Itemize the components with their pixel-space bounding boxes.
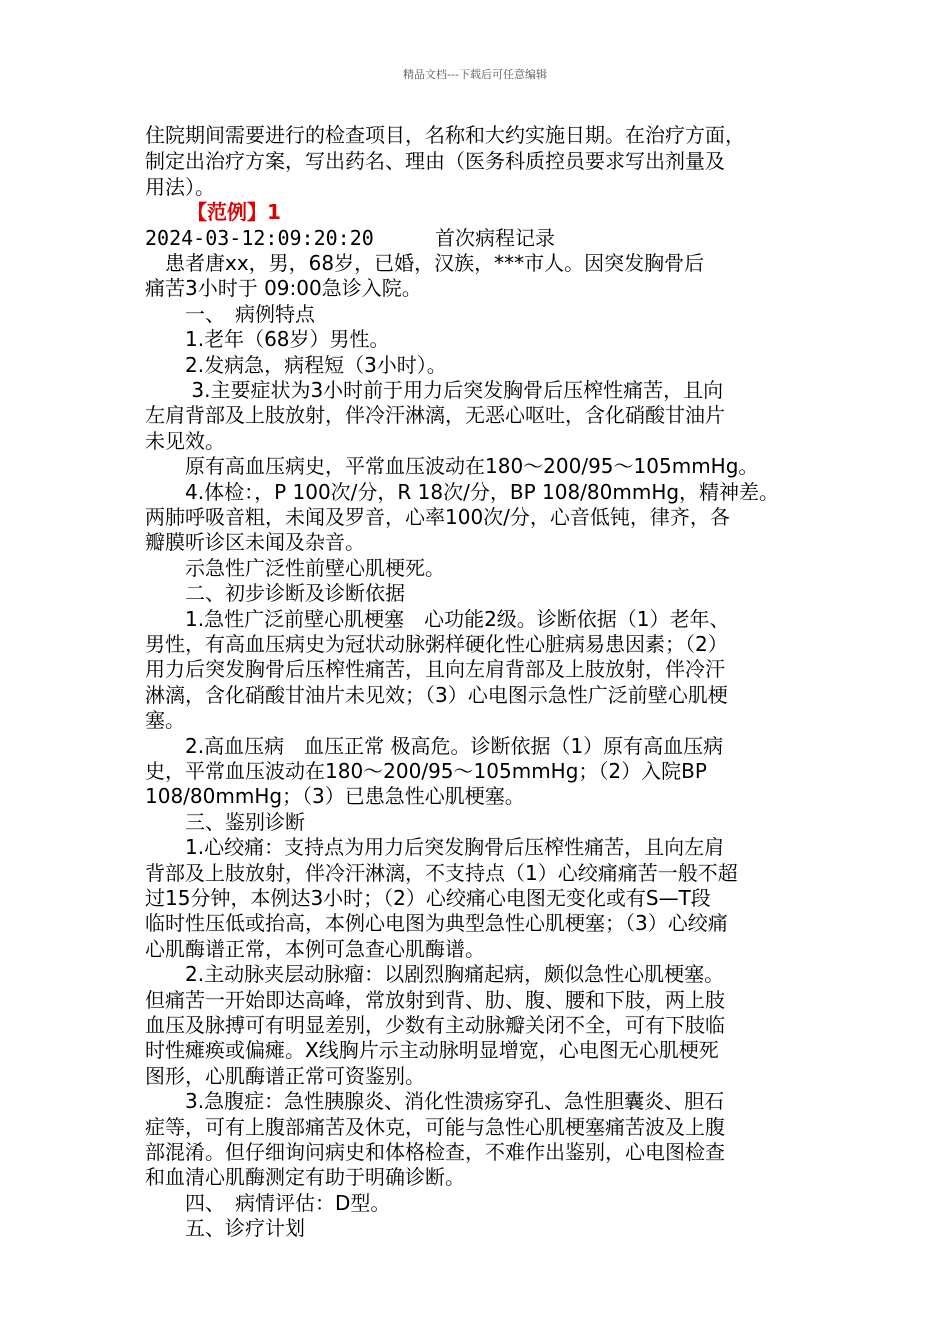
body-line: 两肺呼吸音粗，未闻及罗音，心率100次/分，心音低钝，律齐，各 (145, 505, 730, 529)
body-line: 男性，有高血压病史为冠状动脉粥样硬化性心脏病易患因素；（2） (145, 632, 728, 656)
body-line: 图形，心肌酶谱正常可资鉴别。 (145, 1064, 425, 1088)
body-line: 五、诊疗计划 (145, 1216, 305, 1240)
body-line: 左肩背部及上肢放射，伴冷汗淋漓，无恶心呕吐，含化硝酸甘油片 (145, 403, 725, 427)
body-line: 原有高血压病史，平常血压波动在180～200/95～105mmHg。 (145, 454, 759, 478)
body-line: 1.心绞痛：支持点为用力后突发胸骨后压榨性痛苦，且向左肩 (145, 835, 725, 859)
record-datetime: 2024-03-12:09:20:20 (145, 226, 374, 250)
body-line: 2.主动脉夹层动脉瘤：以剧烈胸痛起病，颇似急性心肌梗塞。 (145, 962, 725, 986)
body-line: 症等，可有上腹部痛苦及休克，可能与急性心肌梗塞痛苦波及上腹 (145, 1115, 725, 1139)
body-line: 部混淆。但仔细询问病史和体格检查，不难作出鉴别，心电图检查 (145, 1140, 725, 1164)
body-line: 1.老年（68岁）男性。 (145, 327, 390, 351)
body-line: 时性瘫痪或偏瘫。X线胸片示主动脉明显增宽，心电图无心肌梗死 (145, 1038, 719, 1062)
example-title: 【范例】1 (187, 200, 281, 224)
body-line: 3.急腹症：急性胰腺炎、消化性溃疡穿孔、急性胆囊炎、胆石 (145, 1089, 725, 1113)
body-line: 108/80mmHg；（3）已患急性心肌梗塞。 (145, 784, 525, 808)
body-line: 瓣膜听诊区未闻及杂音。 (145, 530, 365, 554)
body-line: 3.主要症状为3小时前于用力后突发胸骨后压榨性痛苦，且向 (145, 378, 724, 402)
page-header: 精品文档---下载后可任意编辑 (403, 68, 547, 81)
body-line: 过15分钟，本例达3小时；（2）心绞痛心电图无变化或有S—T段 (145, 886, 711, 910)
body-line: 2.发病急，病程短（3小时）。 (145, 353, 447, 377)
intro-line: 住院期间需要进行的检查项目，名称和大约实施日期。在治疗方面， (145, 123, 745, 147)
body-line: 血压及脉搏可有明显差别，少数有主动脉瓣关闭不全，可有下肢临 (145, 1013, 725, 1037)
body-line: 史，平常血压波动在180～200/95～105mmHg；（2）入院BP (145, 759, 707, 783)
body-line: 但痛苦一开始即达高峰，常放射到背、肋、腹、腰和下肢，两上肢 (145, 988, 725, 1012)
body-line: 未见效。 (145, 429, 225, 453)
body-line: 四、 病情评估：D型。 (145, 1191, 391, 1215)
intro-line: 制定出治疗方案，写出药名、理由（医务科质控员要求写出剂量及 (145, 149, 725, 173)
body-line: 淋漓，含化硝酸甘油片未见效；（3）心电图示急性广泛前壁心肌梗 (145, 683, 728, 707)
body-line: 塞。 (145, 708, 185, 732)
body-line: 一、 病例特点 (145, 302, 315, 326)
body-line: 背部及上肢放射，伴冷汗淋漓，不支持点（1）心绞痛痛苦一般不超 (145, 861, 738, 885)
body-line: 二、初步诊断及诊断依据 (145, 581, 405, 605)
body-line: 2.高血压病 血压正常 极高危。诊断依据（1）原有高血压病 (145, 734, 724, 758)
body-line: 4.体检：，P 100次/分，R 18次/分，BP 108/80mmHg，精神差。 (145, 480, 780, 504)
body-line: 示急性广泛性前壁心肌梗死。 (145, 556, 445, 580)
body-line: 心肌酶谱正常，本例可急查心肌酶谱。 (145, 937, 485, 961)
body-line: 和血清心肌酶测定有助于明确诊断。 (145, 1165, 465, 1189)
record-title: 首次病程记录 (435, 226, 555, 250)
body-line: 三、鉴别诊断 (145, 810, 305, 834)
body-line: 临时性压低或抬高，本例心电图为典型急性心肌梗塞；（3）心绞痛 (145, 911, 728, 935)
body-line: 用力后突发胸骨后压榨性痛苦，且向左肩背部及上肢放射，伴冷汗 (145, 657, 725, 681)
body-line: 患者唐xx，男，68岁，已婚，汉族，***市人。因突发胸骨后 (145, 251, 705, 275)
intro-line: 用法）。 (145, 175, 215, 199)
body-line: 1.急性广泛前壁心肌梗塞 心功能2级。诊断依据（1）老年、 (145, 607, 730, 631)
body-line: 痛苦3小时于 09:00急诊入院。 (145, 276, 422, 300)
